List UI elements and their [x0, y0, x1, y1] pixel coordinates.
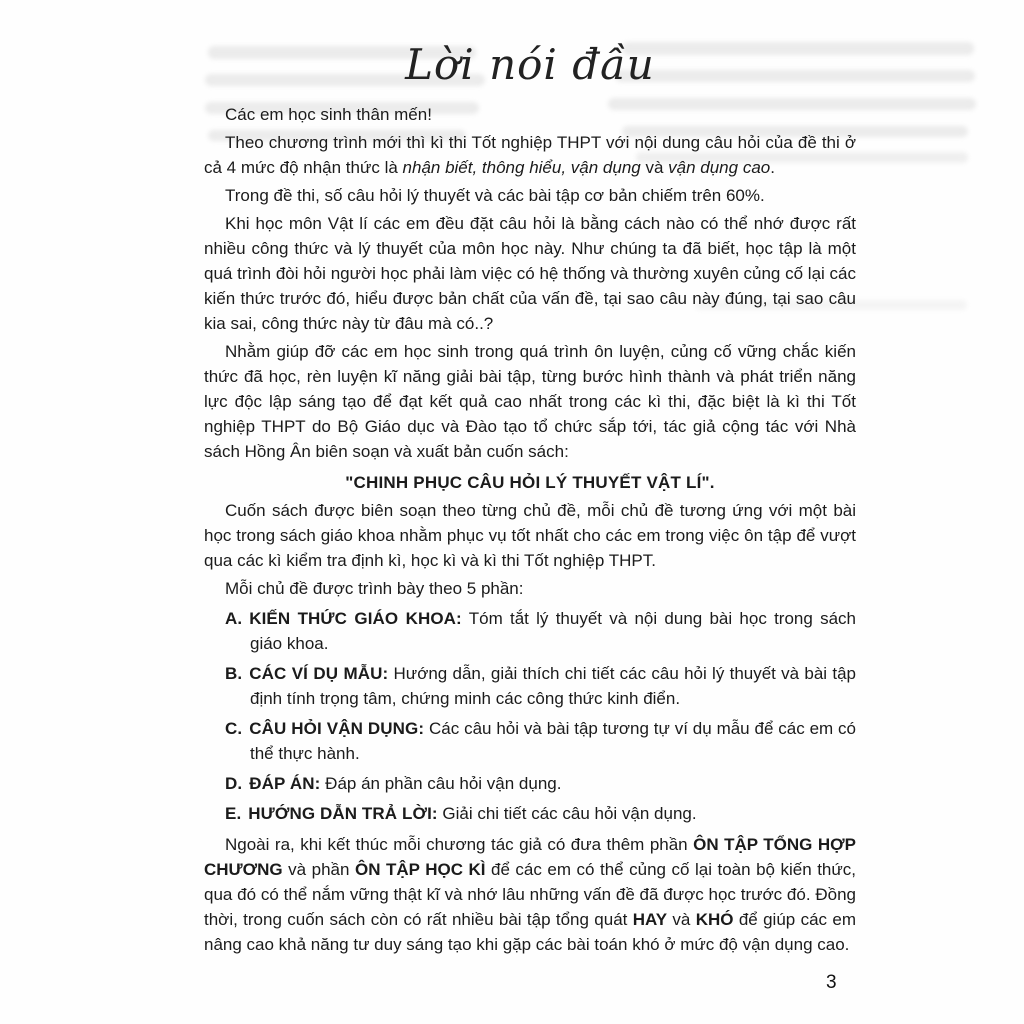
section-text: Đáp án phần câu hỏi vận dụng. — [325, 774, 562, 793]
page-number: 3 — [826, 972, 837, 993]
section-text: Hướng dẫn, giải thích chi tiết các câu hỏi lý thuyết và bài tập định tính trọng tâm, chứng minh các công thức kinh điển. — [250, 664, 856, 708]
page-title: Lời nói đầu — [405, 40, 655, 89]
text-run-bold: KHÓ — [695, 910, 734, 929]
purpose-paragraph: Nhằm giúp đỡ các em học sinh trong quá trình ôn luyện, củng cố vững chắc kiến thức đã học, rèn luyện kĩ năng giải bài tập, từng bước hình thành và phát triển năng lực độc lập sáng tạo để đạt kết quả cao nhất trong các kì thi, đặc biệt là kì thi Tốt nghiệp THPT do Bộ Giáo dục và Đào tạo tổ chức sắp tới, tác giả cộng tác với Nhà sách Hồng Ân biên soạn và xuất bản cuốn sách: — [204, 342, 856, 461]
section-label: C. — [225, 719, 243, 738]
section-heading: KIẾN THỨC GIÁO KHOA: — [249, 609, 462, 628]
text-run: Ngoài ra, khi kết thúc mỗi chương tác giả có đưa thêm phần — [225, 835, 694, 854]
section-text: Các câu hỏi và bài tập tương tự ví dụ mẫu để các em có thể thực hành. — [250, 719, 856, 763]
text-run: để giúp các em nâng cao khả năng tư duy sáng tạo khi gặp các bài toán khó ở mức độ vận dụng cao. — [204, 910, 856, 954]
text-run: và — [640, 158, 669, 177]
section-heading: CÁC VÍ DỤ MẪU: — [249, 664, 389, 683]
closing-paragraph — [204, 832, 856, 957]
exam-note-paragraph: Trong đề thi, số câu hỏi lý thuyết và các bài tập cơ bản chiếm trên 60%. — [225, 186, 765, 205]
section-item-c — [225, 716, 856, 766]
section-text: Tóm tắt lý thuyết và nội dung bài học trong sách giáo khoa. — [250, 609, 856, 653]
text-run: và — [667, 910, 696, 929]
preface-body — [204, 36, 856, 957]
structure-intro-paragraph: Mỗi chủ đề được trình bày theo 5 phần: — [225, 579, 524, 598]
section-item-e — [225, 801, 856, 826]
text-run-bold: ÔN TẬP TỔNG HỢP CHƯƠNG — [204, 835, 856, 879]
text-run: và phần — [282, 860, 355, 879]
section-label: B. — [225, 664, 243, 683]
text-run-italic: nhận biết, thông hiểu, vận dụng — [402, 158, 641, 177]
section-heading: ĐÁP ÁN: — [249, 774, 321, 793]
study-note-paragraph: Khi học môn Vật lí các em đều đặt câu hỏi là bằng cách nào có thể nhớ được rất nhiều công thức và lý thuyết của môn học này. Như chúng ta đã biết, học tập là một quá trình đòi hỏi người học phải làm việc có hệ thống và thường xuyên củng cố lại các kiến thức trước đó, hiểu được bản chất của vấn đề, tại sao câu này đúng, tại sao câu kia sai, công thức này từ đâu mà có..? — [204, 214, 856, 333]
section-item-d — [225, 771, 856, 796]
intro-paragraph — [204, 130, 856, 180]
section-heading: HƯỚNG DẪN TRẢ LỜI: — [248, 804, 438, 823]
text-run: để các em có thể củng cố lại toàn bộ kiến thức, qua đó có thể nắm vững thật kĩ và nhớ lâu những vấn đề đã được học trước đó. Đồng thời, trong cuốn sách còn có rất nhiều bài tập tổng quát — [204, 860, 856, 929]
text-run-italic: vận dụng cao — [668, 158, 771, 177]
text-run: . — [770, 158, 775, 177]
section-item-b — [225, 661, 856, 711]
text-run: Theo chương trình mới thì kì thi Tốt nghiệp THPT với nội dung câu hỏi của đề thi ở cả 4 mức độ nhận thức là — [204, 133, 856, 177]
text-run-bold: ÔN TẬP HỌC KÌ — [354, 860, 486, 879]
section-item-a — [225, 606, 856, 656]
section-label: E. — [225, 804, 242, 823]
section-label: D. — [225, 774, 243, 793]
section-text: Giải chi tiết các câu hỏi vận dụng. — [442, 804, 697, 823]
section-label: A. — [225, 609, 243, 628]
text-run-bold: HAY — [632, 910, 668, 929]
section-heading: CÂU HỎI VẬN DỤNG: — [249, 719, 425, 738]
greeting-paragraph: Các em học sinh thân mến! — [225, 105, 432, 124]
book-title: "CHINH PHỤC CÂU HỎI LÝ THUYẾT VẬT LÍ". — [345, 473, 715, 492]
book-description-paragraph: Cuốn sách được biên soạn theo từng chủ đề, mỗi chủ đề tương ứng với một bài học trong sách giáo khoa nhằm phục vụ tốt nhất cho các em trong việc ôn tập để vượt qua các kì kiểm tra định kì, học kì và kì thi Tốt nghiệp THPT. — [204, 501, 856, 570]
